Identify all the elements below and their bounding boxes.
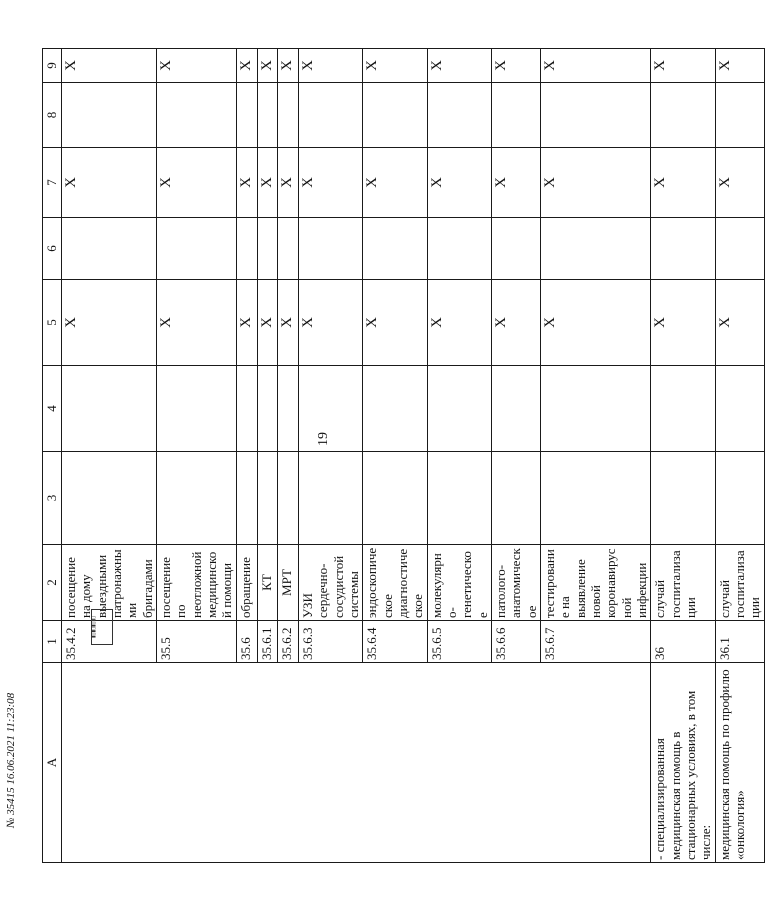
cross-mark: X [156,280,236,366]
row-name: случай госпитализации [715,545,764,621]
empty-cell [299,218,363,280]
header-cell-8: 8 [43,83,62,148]
cross-mark: X [491,148,540,218]
cross-mark: X [257,280,278,366]
empty-cell [257,83,278,148]
cross-mark: X [540,49,650,83]
cross-mark: X [156,148,236,218]
cross-mark: X [540,148,650,218]
row-code: 35.6.6 [491,621,540,663]
empty-cell [715,83,764,148]
cross-mark: X [491,49,540,83]
table-row [651,49,715,863]
row-code: 35.6.5 [427,621,491,663]
cross-mark: X [278,49,299,83]
empty-cell [715,218,764,280]
group-cell-empty [62,663,651,863]
cross-mark: X [278,148,299,218]
rotated-table-wrapper [42,49,763,863]
row-name: патолого-анатомическое [491,545,540,621]
cross-mark: X [651,148,715,218]
row-name: МРТ [278,545,299,621]
empty-cell [363,452,427,545]
header-cell-3: 3 [43,452,62,545]
header-cell-a: A [43,663,62,863]
cross-mark: X [257,49,278,83]
header-cell-4: 4 [43,366,62,452]
row-code: 35.6.4 [363,621,427,663]
row-code: 35.5 [156,621,236,663]
table-row [62,49,157,863]
cross-mark: X [363,49,427,83]
cross-mark: X [299,148,363,218]
cross-mark: X [257,148,278,218]
cross-mark: X [62,280,157,366]
empty-cell [427,452,491,545]
cross-mark: X [491,280,540,366]
empty-cell [363,83,427,148]
empty-cell [278,366,299,452]
row-name: посещение по неотложной медицинской помощи [156,545,236,621]
table-row [715,49,764,863]
empty-cell [236,218,257,280]
empty-cell [491,218,540,280]
header-cell-5: 5 [43,280,62,366]
row-name: обращение [236,545,257,621]
empty-cell [715,366,764,452]
cross-mark: X [715,280,764,366]
empty-cell [156,218,236,280]
header-row [43,49,62,863]
cross-mark: X [651,280,715,366]
row-code: 35.6.2 [278,621,299,663]
cross-mark: X [427,280,491,366]
barcode-stamp: ▮▯▮▯▮▯▮▯ [91,609,113,645]
empty-cell [278,452,299,545]
header-cell-1: 1 [43,621,62,663]
row-code: 35.6.7 [540,621,650,663]
row-name: тестирование на выявление новой коронавирусной инфекции [540,545,650,621]
cross-mark: X [299,49,363,83]
registration-footer: № 35415 16.06.2021 11:23:08 [5,692,17,828]
empty-cell [257,366,278,452]
row-code: 35.6.1 [257,621,278,663]
group-label: - специализированная медицинская помощь в стационарных условиях, в том числе: [651,663,715,863]
empty-cell [540,452,650,545]
group-label: медицинская помощь по профилю «онкология» [715,663,764,863]
header-cell-2: 2 [43,545,62,621]
empty-cell [427,83,491,148]
empty-cell [651,366,715,452]
empty-cell [299,366,363,452]
page-number: 19 [316,432,331,446]
empty-cell [299,83,363,148]
cross-mark: X [363,280,427,366]
empty-cell [236,366,257,452]
row-name: эндоскопическое диагностическое [363,545,427,621]
data-table [42,48,765,863]
cross-mark: X [62,148,157,218]
row-code: 35.4.2 [62,621,157,663]
cross-mark: X [715,49,764,83]
empty-cell [491,452,540,545]
empty-cell [62,218,157,280]
empty-cell [651,452,715,545]
empty-cell [491,83,540,148]
cross-mark: X [715,148,764,218]
header-cell-6: 6 [43,218,62,280]
cross-mark: X [540,280,650,366]
empty-cell [651,218,715,280]
cross-mark: X [299,280,363,366]
row-code: 36.1 [715,621,764,663]
empty-cell [299,452,363,545]
row-name: УЗИ сердечно-сосудистой системы [299,545,363,621]
empty-cell [363,218,427,280]
cross-mark: X [236,148,257,218]
empty-cell [540,218,650,280]
cross-mark: X [62,49,157,83]
empty-cell [363,366,427,452]
cross-mark: X [427,49,491,83]
cross-mark: X [427,148,491,218]
cross-mark: X [278,280,299,366]
cross-mark: X [236,49,257,83]
empty-cell [278,83,299,148]
empty-cell [651,83,715,148]
row-code: 35.6 [236,621,257,663]
empty-cell [540,366,650,452]
empty-cell [62,452,157,545]
empty-cell [236,452,257,545]
empty-cell [156,83,236,148]
empty-cell [715,452,764,545]
empty-cell [257,452,278,545]
row-code: 35.6.3 [299,621,363,663]
header-cell-7: 7 [43,148,62,218]
empty-cell [278,218,299,280]
cross-mark: X [236,280,257,366]
cross-mark: X [363,148,427,218]
row-name: посещение на дому выездными патронажными бригадами [62,545,157,621]
empty-cell [62,83,157,148]
empty-cell [427,218,491,280]
row-name: молекулярно-генетическое [427,545,491,621]
empty-cell [156,366,236,452]
empty-cell [156,452,236,545]
empty-cell [491,366,540,452]
row-name: случай госпитализации [651,545,715,621]
header-cell-9: 9 [43,49,62,83]
empty-cell [257,218,278,280]
empty-cell [62,366,157,452]
empty-cell [236,83,257,148]
empty-cell [540,83,650,148]
cross-mark: X [156,49,236,83]
empty-cell [427,366,491,452]
row-code: 36 [651,621,715,663]
row-name: КТ [257,545,278,621]
cross-mark: X [651,49,715,83]
